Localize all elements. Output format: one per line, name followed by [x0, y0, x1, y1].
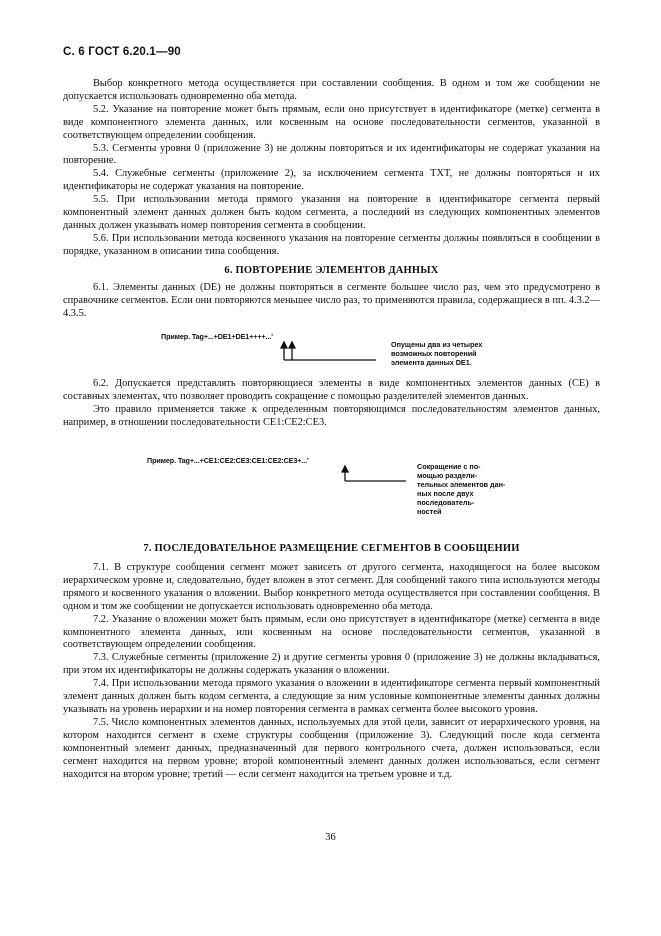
- note-line: Сокращение с по-: [417, 462, 481, 471]
- paragraph-6-2: 6.2. Допускается представлять повторяющиеся элементы в виде компонентных элементов данных (CE) в составных элементах, что позволяет проводить сокращение с помощью разделителей элементов данных.: [63, 378, 600, 402]
- note-line: последователь-: [417, 498, 475, 507]
- paragraph: Выбор конкретного метода осуществляется при составлении сообщения. В одном и том же сообщении не допускается использовать одновременно оба метода.: [63, 78, 600, 102]
- note-line: тельных элементов дан-: [417, 480, 506, 489]
- arrow-2-head: [289, 342, 295, 348]
- example-2-text: Пример. Tag+...+CE1:CE2:CE3:CE1:CE2:CE3+...': [147, 456, 309, 465]
- paragraph-5-6: 5.6. При использовании метода косвенного указания на повторение сегменты должны появляться в сообщении в порядке, указанном в описании типа сообщения.: [63, 232, 600, 257]
- page-header: С. 6 ГОСТ 6.20.1—90: [63, 46, 181, 58]
- paragraph-7-3: 7.3. Служебные сегменты (приложение 2) и другие сегменты уровня 0 (приложение 3) не должны вкладываться, при этом их идентификаторы не должны содержать указания о вложении.: [63, 652, 600, 677]
- note-line: мощью раздели-: [417, 471, 478, 480]
- paragraph-6-1: 6.1. Элементы данных (DE) не должны повторяться в сегменте большее число раз, чем это предусмотрено в справочнике сегментов. Если они повторяются меньшее число раз, то применяются правила, содержащиеся в пп. 4.3.2—4.3.5.: [63, 282, 600, 319]
- example-1-text: Пример. Tag+...+DE1+DE1++++...': [161, 332, 273, 341]
- paragraph-5-3: 5.3. Сегменты уровня 0 (приложение 3) не должны повторяться и их идентификаторы не содержат указания на повторение.: [63, 142, 600, 167]
- note-line: возможных повторений: [391, 349, 477, 358]
- paragraph-7-5: 7.5. Число компонентных элементов данных, используемых для этой цели, зависит от иерархического уровня, на котором находится сегмент в схеме структуры сообщения (приложение 3). Следующий после кода сегмента компонентный элемент данных, предназначенный для первого контрольного счета, должен использоваться, если сегмент находится на первом уровне; второй компонентный элемент данных должен использоваться, если сегмент находится на втором уровне; третий — если сегмент находится на третьем уровне и т.д.: [63, 716, 600, 780]
- arrow-1-head: [281, 342, 287, 348]
- section-6-heading: 6. ПОВТОРЕНИЕ ЭЛЕМЕНТОВ ДАННЫХ: [224, 265, 439, 276]
- paragraph-7-4: 7.4. При использовании метода прямого указания о вложении в идентификаторе сегмента первый компонентный элемент данных должен быть кодом сегмента, а следующие за ним условные компонентные элементы данных должны указывать на уровень иерархии и на номер повторения сегмента в рамках сегмента более высокого уровня.: [63, 678, 600, 715]
- note-line: Опущены два из четырех: [391, 340, 483, 349]
- note-line: ностей: [417, 507, 442, 516]
- paragraph-rule: Это правило применяется также к определенным повторяющимся последовательностям элементов данных, например, в отношении последовательности CE1:CE2:CE3.: [63, 403, 600, 428]
- paragraph-7-1: 7.1. В структуре сообщения сегмент может зависеть от другого сегмента, находящегося на более высоком иерархическом уровне и, следовательно, будет вложен в этот сегмент. Для сообщений такого типа используются методы прямого и косвенного указания о вложении. Выбор конкретного метода осуществляется при составлении сообщения. В одном и том же сообщении не допускается использовать одновременно оба метода.: [63, 562, 600, 612]
- paragraph-5-5: 5.5. При использовании метода прямого указания на повторение в идентификаторе сегмента первый компонентный элемент данных должен быть кодом сегмента, а последний из следующих компонентных элементов данных должен указывать номер повторения сегмента в сообщении.: [63, 194, 600, 231]
- section-7-heading: 7. ПОСЛЕДОВАТЕЛЬНОЕ РАЗМЕЩЕНИЕ СЕГМЕНТОВ В СООБЩЕНИИ: [143, 543, 520, 554]
- note-line: элемента данных DE1.: [391, 358, 472, 367]
- paragraph-5-4: 5.4. Служебные сегменты (приложение 2), за исключением сегмента TXT, не должны повторяться и их идентификаторы не содержат указания на повторение.: [63, 168, 600, 193]
- note-line: ных после двух: [417, 489, 474, 498]
- paragraph-7-2: 7.2. Указание о вложении может быть прямым, если оно присутствует в идентификаторе (метке) сегмента в виде компонентного элемента данных, или косвенным на основе последовательности сегментов, указанной в соответствующем определении сообщения.: [63, 613, 600, 651]
- section-7-body: [63, 562, 600, 781]
- arrow-3-head: [342, 466, 348, 472]
- page-number: 36: [325, 832, 336, 843]
- paragraph-5-2: 5.2. Указание на повторение может быть прямым, если оно присутствует в идентификаторе (метке) сегмента в виде компонентного элемента данных, или косвенным на основе последовательности сегментов, указанной в соответствующем определении сообщения.: [63, 103, 600, 141]
